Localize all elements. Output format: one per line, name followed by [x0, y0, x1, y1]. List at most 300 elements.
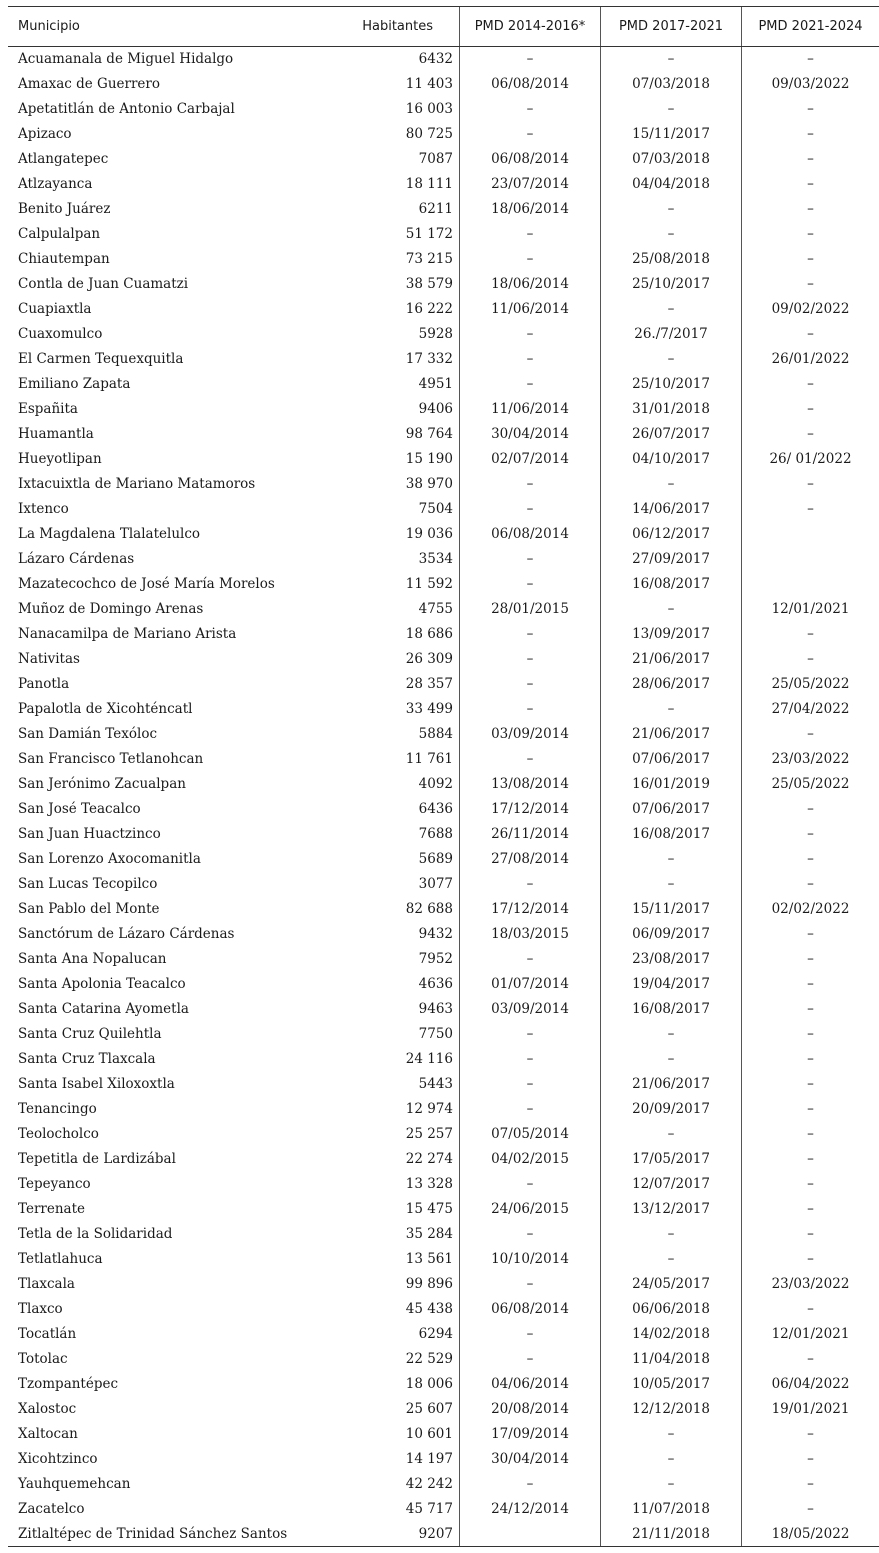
cell-municipio: Zacatelco	[18, 1501, 85, 1517]
cell-pmd-2021-2024: –	[742, 1022, 879, 1047]
cell-municipio: Totolac	[18, 1351, 68, 1367]
cell-pmd-2014-2016: 30/04/2014	[460, 1447, 601, 1472]
cell-municipio: Amaxac de Guerrero	[18, 76, 160, 92]
cell-municipio: Santa Catarina Ayometla	[18, 1001, 189, 1017]
cell-pmd-2017-2021: –	[601, 1447, 742, 1472]
cell-pmd-2014-2016: –	[460, 697, 601, 722]
table-row	[8, 122, 879, 147]
cell-pmd-2017-2021: –	[601, 1247, 742, 1272]
cell-pmd-2021-2024: –	[742, 422, 879, 447]
cell-habitantes: 82 688	[405, 901, 453, 917]
table-row	[8, 547, 879, 572]
cell-municipio: Apizaco	[18, 126, 72, 142]
cell-pmd-2021-2024: –	[742, 472, 879, 497]
cell-municipio: Chiautempan	[18, 251, 110, 267]
cell-municipio: Tetla de la Solidaridad	[18, 1226, 173, 1242]
cell-habitantes: 7504	[418, 501, 453, 517]
cell-municipio: San Lorenzo Axocomanitla	[18, 851, 201, 867]
cell-pmd-2014-2016: 10/10/2014	[460, 1247, 601, 1272]
cell-pmd-2014-2016: 17/12/2014	[460, 797, 601, 822]
cell-pmd-2017-2021: –	[601, 97, 742, 122]
cell-municipio: Tetlatlahuca	[18, 1251, 103, 1267]
table-row	[8, 1297, 879, 1322]
cell-municipio: Calpulalpan	[18, 226, 101, 242]
cell-pmd-2021-2024: –	[742, 922, 879, 947]
cell-habitantes: 7688	[418, 826, 453, 842]
cell-pmd-2014-2016: –	[460, 122, 601, 147]
cell-pmd-2021-2024: –	[742, 1472, 879, 1497]
cell-habitantes: 6294	[418, 1326, 453, 1342]
cell-pmd-2021-2024: –	[742, 847, 879, 872]
cell-habitantes: 16 222	[405, 301, 453, 317]
cell-pmd-2014-2016	[460, 1522, 601, 1547]
cell-municipio: Zitlaltépec de Trinidad Sánchez Santos	[8, 1522, 297, 1547]
cell-pmd-2014-2016: 03/09/2014	[460, 722, 601, 747]
cell-pmd-2017-2021: 25/10/2017	[601, 372, 742, 397]
cell-pmd-2014-2016: 30/04/2014	[460, 422, 601, 447]
cell-municipio: Huamantla	[18, 426, 94, 442]
cell-pmd-2017-2021: 15/11/2017	[601, 122, 742, 147]
cell-pmd-2014-2016: 03/09/2014	[460, 997, 601, 1022]
cell-municipio: Cuaxomulco	[18, 326, 103, 342]
cell-pmd-2017-2021: 25/10/2017	[601, 272, 742, 297]
cell-pmd-2014-2016: 17/12/2014	[460, 897, 601, 922]
cell-municipio: San Jerónimo Zacualpan	[18, 776, 186, 792]
table-row	[8, 1447, 879, 1472]
cell-pmd-2017-2021: 06/09/2017	[601, 922, 742, 947]
cell-municipio: Sanctórum de Lázaro Cárdenas	[18, 926, 235, 942]
cell-habitantes: 5689	[418, 851, 453, 867]
cell-municipio: Yauhquemehcan	[18, 1476, 131, 1492]
cell-habitantes: 9432	[418, 926, 453, 942]
cell-pmd-2017-2021: 11/07/2018	[601, 1497, 742, 1522]
cell-pmd-2021-2024: –	[742, 1447, 879, 1472]
cell-pmd-2017-2021: 23/08/2017	[601, 947, 742, 972]
cell-pmd-2017-2021: 14/06/2017	[601, 497, 742, 522]
table-row	[8, 1047, 879, 1072]
cell-pmd-2017-2021: 28/06/2017	[601, 672, 742, 697]
cell-municipio: Santa Ana Nopalucan	[18, 951, 167, 967]
cell-municipio: San José Teacalco	[18, 801, 141, 817]
cell-habitantes: 26 309	[405, 651, 453, 667]
cell-habitantes: 6436	[418, 801, 453, 817]
cell-habitantes: 45 717	[405, 1501, 453, 1517]
cell-pmd-2017-2021: –	[601, 872, 742, 897]
cell-habitantes: 11 403	[405, 76, 453, 92]
cell-municipio: Santa Apolonia Teacalco	[18, 976, 186, 992]
cell-pmd-2021-2024: –	[742, 722, 879, 747]
cell-pmd-2021-2024: –	[742, 647, 879, 672]
cell-pmd-2017-2021: 13/12/2017	[601, 1197, 742, 1222]
cell-habitantes: 13 561	[405, 1251, 453, 1267]
table-row	[8, 397, 879, 422]
cell-pmd-2014-2016: 18/03/2015	[460, 922, 601, 947]
cell-pmd-2021-2024: –	[742, 1172, 879, 1197]
cell-pmd-2021-2024: –	[742, 1097, 879, 1122]
cell-habitantes: 38 579	[405, 276, 453, 292]
cell-pmd-2021-2024: –	[742, 1297, 879, 1322]
cell-pmd-2014-2016: –	[460, 947, 601, 972]
cell-municipio: La Magdalena Tlalatelulco	[18, 526, 201, 542]
cell-pmd-2014-2016: 01/07/2014	[460, 972, 601, 997]
cell-municipio: Tepeyanco	[18, 1176, 91, 1192]
cell-pmd-2021-2024: 02/02/2022	[742, 897, 879, 922]
cell-habitantes: 13 328	[405, 1176, 453, 1192]
cell-habitantes: 9207	[297, 1522, 460, 1547]
cell-pmd-2014-2016: –	[460, 872, 601, 897]
cell-pmd-2021-2024: –	[742, 122, 879, 147]
table-row	[8, 772, 879, 797]
header-pmd-2021-2024: PMD 2021-2024	[742, 7, 879, 47]
cell-habitantes: 98 764	[405, 426, 453, 442]
cell-habitantes: 19 036	[405, 526, 453, 542]
cell-pmd-2017-2021: 21/06/2017	[601, 1072, 742, 1097]
cell-pmd-2014-2016: –	[460, 747, 601, 772]
header-pmd-2017-2021: PMD 2017-2021	[601, 7, 742, 47]
table-row	[8, 1322, 879, 1347]
cell-habitantes: 5884	[418, 726, 453, 742]
cell-municipio: San Lucas Tecopilco	[18, 876, 158, 892]
cell-pmd-2017-2021: –	[601, 297, 742, 322]
cell-habitantes: 11 761	[405, 751, 453, 767]
table-row	[8, 1372, 879, 1397]
cell-pmd-2017-2021: 26./7/2017	[601, 322, 742, 347]
table-row	[8, 572, 879, 597]
cell-pmd-2021-2024: –	[742, 247, 879, 272]
cell-habitantes: 11 592	[405, 576, 453, 592]
cell-habitantes: 28 357	[405, 676, 453, 692]
table-row	[8, 747, 879, 772]
cell-municipio: Atlangatepec	[18, 151, 109, 167]
cell-pmd-2021-2024: –	[742, 397, 879, 422]
table-row	[8, 1247, 879, 1272]
cell-pmd-2017-2021: 15/11/2017	[601, 897, 742, 922]
table-header	[8, 7, 879, 47]
cell-pmd-2017-2021: –	[601, 847, 742, 872]
cell-pmd-2017-2021: 06/06/2018	[601, 1297, 742, 1322]
cell-habitantes: 18 111	[405, 176, 453, 192]
table-row	[8, 1397, 879, 1422]
cell-municipio: Tepetitla de Lardizábal	[18, 1151, 176, 1167]
table-row	[8, 1022, 879, 1047]
cell-pmd-2017-2021: 16/08/2017	[601, 822, 742, 847]
table-row	[8, 197, 879, 222]
table-row	[8, 1072, 879, 1097]
table-row	[8, 422, 879, 447]
cell-pmd-2017-2021: –	[601, 222, 742, 247]
cell-municipio: San Pablo del Monte	[18, 901, 160, 917]
table-row	[8, 1122, 879, 1147]
cell-municipio: Mazatecochco de José María Morelos	[18, 576, 275, 592]
cell-pmd-2021-2024: 23/03/2022	[742, 747, 879, 772]
cell-habitantes: 22 529	[405, 1351, 453, 1367]
cell-pmd-2017-2021: –	[601, 472, 742, 497]
cell-habitantes: 99 896	[405, 1276, 453, 1292]
cell-habitantes: 7952	[418, 951, 453, 967]
cell-pmd-2014-2016: 06/08/2014	[460, 147, 601, 172]
table-row	[8, 1222, 879, 1247]
table-row	[8, 72, 879, 97]
table-row	[8, 322, 879, 347]
cell-pmd-2014-2016: 13/08/2014	[460, 772, 601, 797]
cell-pmd-2021-2024: –	[742, 1147, 879, 1172]
cell-pmd-2021-2024: –	[742, 147, 879, 172]
table-row	[8, 247, 879, 272]
cell-municipio: Emiliano Zapata	[18, 376, 131, 392]
cell-municipio: Tlaxcala	[18, 1276, 75, 1292]
cell-pmd-2014-2016: 28/01/2015	[460, 597, 601, 622]
table-row	[8, 622, 879, 647]
cell-pmd-2017-2021: –	[601, 1472, 742, 1497]
cell-pmd-2014-2016: –	[460, 1272, 601, 1297]
cell-pmd-2014-2016: –	[460, 1222, 601, 1247]
cell-pmd-2014-2016: –	[460, 497, 601, 522]
cell-habitantes: 5928	[418, 326, 453, 342]
cell-pmd-2021-2024: –	[742, 1497, 879, 1522]
cell-municipio: Santa Cruz Quilehtla	[18, 1026, 162, 1042]
cell-municipio: Xalostoc	[18, 1401, 77, 1417]
cell-municipio: Benito Juárez	[18, 201, 111, 217]
cell-municipio: Santa Isabel Xiloxoxtla	[18, 1076, 175, 1092]
cell-municipio: San Juan Huactzinco	[18, 826, 161, 842]
cell-municipio: Xaltocan	[18, 1426, 78, 1442]
cell-pmd-2021-2024: –	[742, 322, 879, 347]
cell-municipio: Panotla	[18, 676, 70, 692]
table-row	[8, 497, 879, 522]
cell-habitantes: 15 475	[405, 1201, 453, 1217]
cell-pmd-2021-2024: –	[742, 947, 879, 972]
table-row	[8, 1172, 879, 1197]
cell-pmd-2014-2016: –	[460, 322, 601, 347]
cell-habitantes: 6211	[418, 201, 453, 217]
cell-pmd-2017-2021: 07/06/2017	[601, 797, 742, 822]
cell-pmd-2021-2024: –	[742, 497, 879, 522]
cell-pmd-2014-2016: 17/09/2014	[460, 1422, 601, 1447]
cell-habitantes: 17 332	[405, 351, 453, 367]
cell-pmd-2014-2016: 18/06/2014	[460, 197, 601, 222]
cell-pmd-2017-2021: 07/03/2018	[601, 147, 742, 172]
cell-pmd-2021-2024: –	[742, 172, 879, 197]
table-row	[8, 647, 879, 672]
cell-municipio: San Damián Texóloc	[18, 726, 158, 742]
cell-habitantes: 25 607	[405, 1401, 453, 1417]
cell-pmd-2021-2024: –	[742, 1422, 879, 1447]
cell-pmd-2014-2016: –	[460, 1322, 601, 1347]
cell-habitantes: 38 970	[405, 476, 453, 492]
cell-pmd-2021-2024: 25/05/2022	[742, 672, 879, 697]
cell-habitantes: 51 172	[405, 226, 453, 242]
table-row	[8, 722, 879, 747]
table-row	[8, 597, 879, 622]
table-row	[8, 47, 879, 72]
table-row	[8, 697, 879, 722]
cell-municipio: Acuamanala de Miguel Hidalgo	[18, 51, 234, 68]
cell-municipio: San Francisco Tetlanohcan	[18, 751, 204, 767]
cell-pmd-2021-2024: –	[742, 47, 879, 72]
cell-pmd-2014-2016: 24/12/2014	[460, 1497, 601, 1522]
cell-pmd-2021-2024: –	[742, 872, 879, 897]
cell-habitantes: 9406	[418, 401, 453, 417]
table-body	[8, 47, 879, 1547]
cell-habitantes: 73 215	[405, 251, 453, 267]
cell-pmd-2021-2024: –	[742, 1072, 879, 1097]
table-row	[8, 222, 879, 247]
cell-pmd-2021-2024: –	[742, 372, 879, 397]
header-habitantes: Habitantes	[297, 7, 460, 47]
cell-pmd-2021-2024: 23/03/2022	[742, 1272, 879, 1297]
cell-pmd-2017-2021: 25/08/2018	[601, 247, 742, 272]
table-row	[8, 1147, 879, 1172]
cell-habitantes: 24 116	[405, 1051, 453, 1067]
cell-pmd-2021-2024	[742, 547, 879, 572]
cell-pmd-2017-2021: 16/01/2019	[601, 772, 742, 797]
cell-pmd-2014-2016: –	[460, 1022, 601, 1047]
cell-municipio: Españita	[18, 401, 78, 417]
table-row	[8, 972, 879, 997]
cell-pmd-2017-2021: 07/03/2018	[601, 72, 742, 97]
table-row	[8, 147, 879, 172]
cell-pmd-2021-2024: –	[742, 1047, 879, 1072]
cell-pmd-2014-2016: –	[460, 572, 601, 597]
table-row	[8, 272, 879, 297]
cell-pmd-2017-2021: –	[601, 47, 742, 72]
cell-pmd-2014-2016: –	[460, 1097, 601, 1122]
cell-municipio: Atlzayanca	[18, 176, 93, 192]
municipal-plans-table	[8, 6, 879, 1547]
cell-habitantes: 33 499	[405, 701, 453, 717]
cell-municipio: Contla de Juan Cuamatzi	[18, 276, 189, 292]
table-row	[8, 522, 879, 547]
cell-municipio: Tocatlán	[18, 1326, 77, 1342]
cell-pmd-2021-2024: –	[742, 622, 879, 647]
header-pmd-2014-2016: PMD 2014-2016*	[460, 7, 601, 47]
cell-habitantes: 14 197	[405, 1451, 453, 1467]
table-row	[8, 797, 879, 822]
cell-pmd-2021-2024: –	[742, 1347, 879, 1372]
cell-pmd-2017-2021: 21/06/2017	[601, 647, 742, 672]
cell-municipio: Nanacamilpa de Mariano Arista	[18, 626, 237, 642]
cell-pmd-2014-2016: –	[460, 547, 601, 572]
cell-pmd-2017-2021: 24/05/2017	[601, 1272, 742, 1297]
cell-pmd-2017-2021: –	[601, 697, 742, 722]
cell-pmd-2014-2016: –	[460, 247, 601, 272]
table-row	[8, 172, 879, 197]
table-row	[8, 1347, 879, 1372]
cell-habitantes: 35 284	[405, 1226, 453, 1242]
cell-pmd-2014-2016: 11/06/2014	[460, 397, 601, 422]
cell-pmd-2021-2024: –	[742, 197, 879, 222]
cell-pmd-2014-2016: –	[460, 1172, 601, 1197]
cell-pmd-2021-2024: 26/ 01/2022	[742, 447, 879, 472]
cell-pmd-2017-2021: 16/08/2017	[601, 572, 742, 597]
cell-pmd-2017-2021: –	[601, 1422, 742, 1447]
cell-pmd-2014-2016: –	[460, 1072, 601, 1097]
cell-pmd-2014-2016: –	[460, 1047, 601, 1072]
table-row	[8, 1197, 879, 1222]
cell-municipio: Hueyotlipan	[18, 451, 102, 467]
cell-pmd-2014-2016: 02/07/2014	[460, 447, 601, 472]
cell-pmd-2014-2016: 20/08/2014	[460, 1397, 601, 1422]
cell-habitantes: 18 006	[405, 1376, 453, 1392]
table-row	[8, 1097, 879, 1122]
cell-pmd-2014-2016: –	[460, 347, 601, 372]
cell-pmd-2017-2021: 26/07/2017	[601, 422, 742, 447]
cell-pmd-2017-2021: 07/06/2017	[601, 747, 742, 772]
cell-municipio: Ixtacuixtla de Mariano Matamoros	[18, 476, 256, 492]
cell-pmd-2017-2021: 31/01/2018	[601, 397, 742, 422]
cell-pmd-2017-2021: –	[601, 1222, 742, 1247]
cell-habitantes: 7087	[418, 151, 453, 167]
cell-pmd-2021-2024: –	[742, 1247, 879, 1272]
cell-habitantes: 22 274	[405, 1151, 453, 1167]
cell-pmd-2021-2024: 12/01/2021	[742, 1322, 879, 1347]
header-row	[8, 7, 879, 47]
table-row	[8, 947, 879, 972]
cell-pmd-2014-2016: 24/06/2015	[460, 1197, 601, 1222]
cell-pmd-2021-2024	[742, 522, 879, 547]
cell-municipio: Xicohtzinco	[18, 1451, 98, 1467]
cell-pmd-2017-2021: –	[601, 1047, 742, 1072]
table-row	[8, 97, 879, 122]
cell-pmd-2014-2016: 04/02/2015	[460, 1147, 601, 1172]
table-row	[8, 1522, 879, 1547]
cell-municipio: Cuapiaxtla	[18, 301, 92, 317]
cell-pmd-2014-2016: 18/06/2014	[460, 272, 601, 297]
cell-pmd-2021-2024: 19/01/2021	[742, 1397, 879, 1422]
cell-pmd-2021-2024: 25/05/2022	[742, 772, 879, 797]
cell-municipio: Santa Cruz Tlaxcala	[18, 1051, 156, 1067]
cell-pmd-2021-2024: 18/05/2022	[742, 1522, 879, 1547]
cell-pmd-2017-2021: –	[601, 1122, 742, 1147]
table-row	[8, 347, 879, 372]
cell-pmd-2017-2021: 12/12/2018	[601, 1397, 742, 1422]
cell-habitantes: 6432	[418, 51, 453, 68]
header-municipio: Municipio	[8, 7, 297, 47]
cell-habitantes: 9463	[418, 1001, 453, 1017]
table-row	[8, 822, 879, 847]
cell-municipio: Tzompantépec	[18, 1376, 119, 1392]
cell-pmd-2017-2021: –	[601, 1022, 742, 1047]
cell-municipio: El Carmen Tequexquitla	[18, 351, 184, 367]
cell-pmd-2017-2021: –	[601, 347, 742, 372]
cell-municipio: Tenancingo	[18, 1101, 97, 1117]
cell-pmd-2014-2016: –	[460, 472, 601, 497]
cell-habitantes: 4636	[418, 976, 453, 992]
cell-pmd-2014-2016: 04/06/2014	[460, 1372, 601, 1397]
cell-habitantes: 16 003	[405, 101, 453, 117]
cell-habitantes: 45 438	[405, 1301, 453, 1317]
cell-pmd-2021-2024: –	[742, 1197, 879, 1222]
table-row	[8, 997, 879, 1022]
cell-habitantes: 18 686	[405, 626, 453, 642]
cell-pmd-2014-2016: 23/07/2014	[460, 172, 601, 197]
table-row	[8, 472, 879, 497]
cell-pmd-2017-2021: 10/05/2017	[601, 1372, 742, 1397]
table-row	[8, 372, 879, 397]
cell-pmd-2014-2016: 06/08/2014	[460, 522, 601, 547]
cell-pmd-2014-2016: 11/06/2014	[460, 297, 601, 322]
cell-habitantes: 4092	[418, 776, 453, 792]
cell-pmd-2017-2021: –	[601, 597, 742, 622]
cell-pmd-2014-2016: 27/08/2014	[460, 847, 601, 872]
table-row	[8, 897, 879, 922]
cell-pmd-2017-2021: 16/08/2017	[601, 997, 742, 1022]
cell-pmd-2021-2024: –	[742, 822, 879, 847]
cell-habitantes: 80 725	[405, 126, 453, 142]
cell-pmd-2021-2024: –	[742, 1222, 879, 1247]
cell-habitantes: 10 601	[405, 1426, 453, 1442]
table-row	[8, 1272, 879, 1297]
